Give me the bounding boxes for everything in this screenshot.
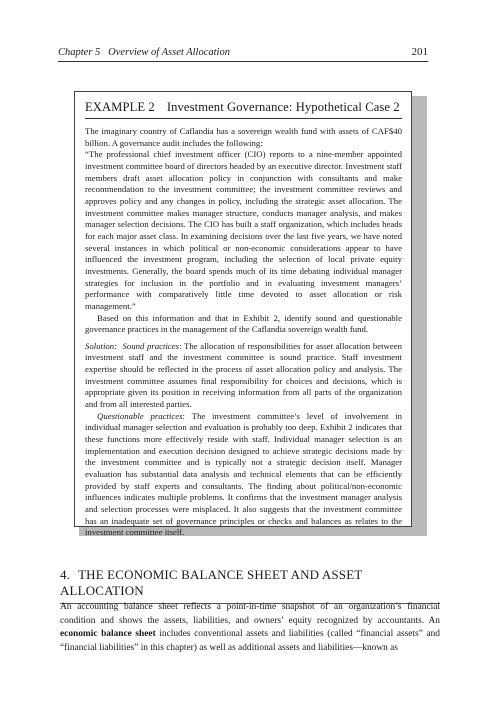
questionable-practices-text: : The investment committee’s level of involvement in individual manager selection and evaluation is probably too deep. Exhibit 2 indicates that these functions more effectively reside with staff. Individual manager selection is an implementation and execution decision designed to achieve strategic decisions made by the investment committee and is typically not a strategic decision itself. Manager evaluation has substantial data analysis and technical elements that can be efficiently provided by staff experts and consultants. The finding about political/non-economic influences indicates multiple problems. It confirms that the investment manager analysis and selection processes were misplaced. It also suggests that the investment committee has an inadequate set of governance principles or checks and balances as relates to the investment committee itself. [85,410,402,538]
sound-practices-label: Sound practices [122,340,180,351]
section-number: 4. [60,567,71,582]
example-question: Based on this information and that in Exhibit 2, identify sound and questionable governance practices in the management of the Caflandia sovereign wealth fund. [85,312,402,335]
solution-sound-paragraph [85,341,402,411]
example-label: EXAMPLE 2 [85,100,155,114]
section-heading [60,567,440,604]
body-text-part2: includes conventional assets and liabilities (called “financial assets” and “financial liabilities” in this chapter) as well as additional assets and liabilities—known as [60,629,440,654]
example-title [85,100,402,119]
body-bold-term: economic balance sheet [60,629,156,640]
running-head-title [58,47,230,58]
solution-label: Solution: [85,340,118,351]
questionable-paragraph [85,411,402,539]
example-intro: The imaginary country of Caflandia has a sovereign wealth fund with assets of CAF$40 billion. A governance audit includes the following: [85,126,402,148]
page-number: 201 [411,46,428,58]
example-quote: “The professional chief investment officer (CIO) reports to a nine-member appointed investment committee board of directors headed by an executive director. Investment staff members draft asset allocation policy in conjunction with consultants and make recommendation to the investment committee; the investment committee reviews and approves policy and any changes in policy, including the strategic asset allocation. The investment committee makes manager structure, conducts manager analysis, and makes manager selection decisions. The CIO has built a staff organization, which includes heads for each major asset class. In examining decisions over the last five years, we have noted several instances in which political or non-economic considerations appear to have influenced the investment program, including the selection of local private equity investments. Generally, the board spends much of its time debating individual manager strategies for inclusion in the portfolio and in evaluating investment managers’ performance with comparatively little time devoted to asset allocation or risk management.” [85,149,402,311]
questionable-practices-label: Questionable practices [97,410,183,421]
body-paragraph [60,601,440,656]
section-title: THE ECONOMIC BALANCE SHEET AND ASSET ALLOCATION [60,567,363,598]
chapter-label: Chapter 5 [58,47,101,58]
running-head [58,46,428,62]
example-heading: Investment Governance: Hypothetical Case 2 [166,100,400,114]
body-text [60,601,440,656]
body-text-part1: An accounting balance sheet reflects a point-in-time snapshot of an organization’s financial condition and shows the assets, liabilities, and owners’ equity recognized by accountants. An [60,602,440,626]
example-box [74,91,412,538]
chapter-title: Overview of Asset Allocation [108,47,230,58]
sound-practices-text: : The allocation of responsibilities for asset allocation between investment staff and the investment committee is sound practice. Staff investment expertise should be reflected in the process of asset allocation policy and analysis. The investment committee assumes final responsibility for choices and decisions, which is appropriate given its position in receiving information from all parts of the organization and from all interested parties. [85,340,402,410]
example-body [85,126,402,539]
